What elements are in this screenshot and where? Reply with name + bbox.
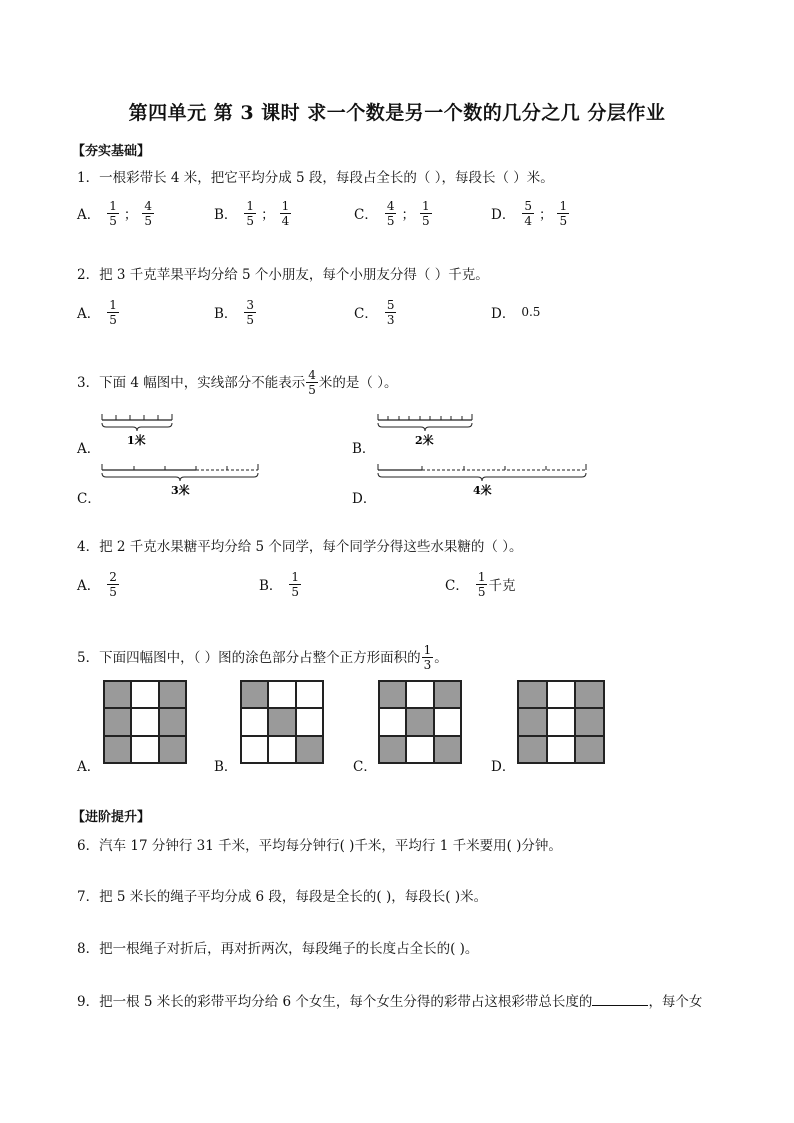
fraction: $\frac{4}{5}$: [308, 368, 316, 397]
shaded-cell: [104, 736, 131, 763]
blank-cell: [547, 708, 576, 735]
q1-option-c[interactable]: C． $\frac{4}{5}$ ； $\frac{1}{5}$: [354, 198, 430, 228]
fraction: $\frac{1}{5}$: [246, 198, 255, 228]
question-7: 7．把 5 米长的绳子平均分成 6 段，每段是全长的( )，每段长( )米。: [77, 889, 488, 905]
q2-option-a[interactable]: A． $\frac{1}{5}$: [77, 297, 117, 327]
shaded-cell: [159, 708, 186, 735]
shaded-cell: [575, 736, 604, 763]
question-9: 9．把一根 5 米长的彩带平均分给 6 个女生，每个女生分得的彩带占这根彩带总长度的 ，每个女: [77, 991, 702, 1012]
q5-option-a[interactable]: A．: [77, 759, 101, 775]
question-2-options: [77, 295, 757, 329]
q3-option-d[interactable]: D．: [352, 491, 377, 507]
blank-cell: [131, 708, 158, 735]
shaded-cell: [104, 681, 131, 708]
fraction: $\frac{1}{5}$: [421, 198, 430, 228]
shaded-cell: [434, 681, 461, 708]
shaded-cell: [296, 736, 323, 763]
shaded-cell: [518, 736, 547, 763]
q3-option-c[interactable]: C．: [77, 491, 101, 507]
fraction: $\frac{5}{4}$: [524, 198, 532, 228]
shaded-cell: [406, 708, 433, 735]
q3-option-a[interactable]: A．: [77, 441, 101, 457]
shaded-cell: [575, 708, 604, 735]
question-4: 4．把 2 千克水果糖平均分给 5 个同学，每个同学分得这些水果糖的（ ）。: [77, 539, 523, 555]
page-title: 第四单元 第 3 课时 求一个数是另一个数的几分之几 分层作业: [128, 102, 666, 124]
fraction: $\frac{4}{5}$: [386, 198, 395, 228]
shaded-cell: [159, 736, 186, 763]
section-basic-heading: 【夯实基础】: [72, 144, 151, 159]
question-3: 3．下面 4 幅图中，实线部分不能表示 $\frac{4}{5}$ 米的是（ ）。: [77, 368, 398, 397]
q4-option-a[interactable]: A． $\frac{2}{5}$: [77, 569, 117, 599]
q3-figure-a: [96, 408, 186, 450]
q2-option-d[interactable]: D． 0.5: [491, 305, 541, 322]
q3-figure-c: [96, 458, 266, 500]
question-1-options: [77, 196, 757, 230]
shaded-cell: [241, 681, 268, 708]
blank-cell: [406, 736, 433, 763]
blank-cell: [547, 681, 576, 708]
question-6: 6．汽车 17 分钟行 31 千米，平均每分钟行( )千米，平均行 1 千米要用( )分钟。: [77, 838, 562, 854]
question-1: 1．一根彩带长 4 米，把它平均分成 5 段，每段占全长的（ ），每段长（ ）米。: [77, 170, 554, 186]
blank-cell: [379, 708, 406, 735]
shaded-cell: [518, 681, 547, 708]
answer-blank[interactable]: [592, 991, 648, 1006]
blank-cell: [547, 736, 576, 763]
q3-label-c: 3米: [171, 484, 190, 497]
q3-label-d: 4米: [473, 484, 492, 497]
blank-cell: [268, 681, 295, 708]
blank-cell: [406, 681, 433, 708]
fraction: $\frac{1}{4}$: [281, 198, 290, 228]
fraction: $\frac{2}{5}$: [109, 569, 117, 599]
q1-option-d[interactable]: D． $\frac{5}{4}$ ； $\frac{1}{5}$: [491, 198, 568, 228]
question-8: 8．把一根绳子对折后，再对折两次，每段绳子的长度占全长的( )。: [77, 941, 479, 957]
q4-option-b[interactable]: B． $\frac{1}{5}$: [259, 569, 300, 599]
q1-option-a[interactable]: A． $\frac{1}{5}$ ； $\frac{4}{5}$: [77, 198, 153, 228]
q2-option-c[interactable]: C． $\frac{5}{3}$: [354, 297, 395, 327]
shaded-cell: [434, 736, 461, 763]
shaded-cell: [159, 681, 186, 708]
q2-option-b[interactable]: B． $\frac{3}{5}$: [214, 297, 255, 327]
shaded-cell: [575, 681, 604, 708]
fraction: $\frac{1}{5}$: [291, 569, 300, 599]
blank-cell: [268, 736, 295, 763]
blank-cell: [131, 736, 158, 763]
q5-option-b[interactable]: B．: [214, 759, 238, 775]
fraction: $\frac{3}{5}$: [246, 297, 255, 327]
fraction: $\frac{1}{5}$: [559, 198, 568, 228]
question-4-options: [77, 567, 757, 601]
q5-grid-a: [103, 680, 187, 764]
q5-option-d[interactable]: D．: [491, 759, 516, 775]
blank-cell: [434, 708, 461, 735]
q5-grid-c: [378, 680, 462, 764]
q5-grid-d: [517, 680, 605, 764]
blank-cell: [296, 681, 323, 708]
fraction: $\frac{1}{5}$: [477, 569, 486, 599]
q5-option-c[interactable]: C．: [353, 759, 377, 775]
fraction: $\frac{5}{3}$: [386, 297, 395, 327]
fraction: $\frac{1}{5}$: [109, 297, 117, 327]
blank-cell: [241, 708, 268, 735]
q3-figure-d: [372, 458, 597, 500]
q5-grid-b: [240, 680, 324, 764]
shaded-cell: [104, 708, 131, 735]
blank-cell: [131, 681, 158, 708]
shaded-cell: [379, 736, 406, 763]
q3-option-b[interactable]: B．: [352, 441, 376, 457]
q3-label-b: 2米: [415, 434, 434, 447]
q1-option-b[interactable]: B． $\frac{1}{5}$ ； $\frac{1}{4}$: [214, 198, 290, 228]
fraction: $\frac{4}{5}$: [144, 198, 153, 228]
shaded-cell: [518, 708, 547, 735]
fraction: $\frac{1}{3}$: [423, 643, 432, 672]
fraction: $\frac{1}{5}$: [109, 198, 117, 228]
shaded-cell: [379, 681, 406, 708]
q3-label-a: 1米: [127, 434, 146, 447]
blank-cell: [296, 708, 323, 735]
q3-figure-b: [372, 408, 482, 450]
q4-option-c[interactable]: C． $\frac{1}{5}$ 千克: [445, 569, 516, 599]
section-advanced-heading: 【进阶提升】: [72, 810, 151, 825]
shaded-cell: [268, 708, 295, 735]
question-2: 2．把 3 千克苹果平均分给 5 个小朋友，每个小朋友分得（ ）千克。: [77, 267, 489, 283]
blank-cell: [241, 736, 268, 763]
question-5: 5．下面四幅图中，（ ）图的涂色部分占整个正方形面积的 $\frac{1}{3}$ 。: [77, 643, 448, 672]
